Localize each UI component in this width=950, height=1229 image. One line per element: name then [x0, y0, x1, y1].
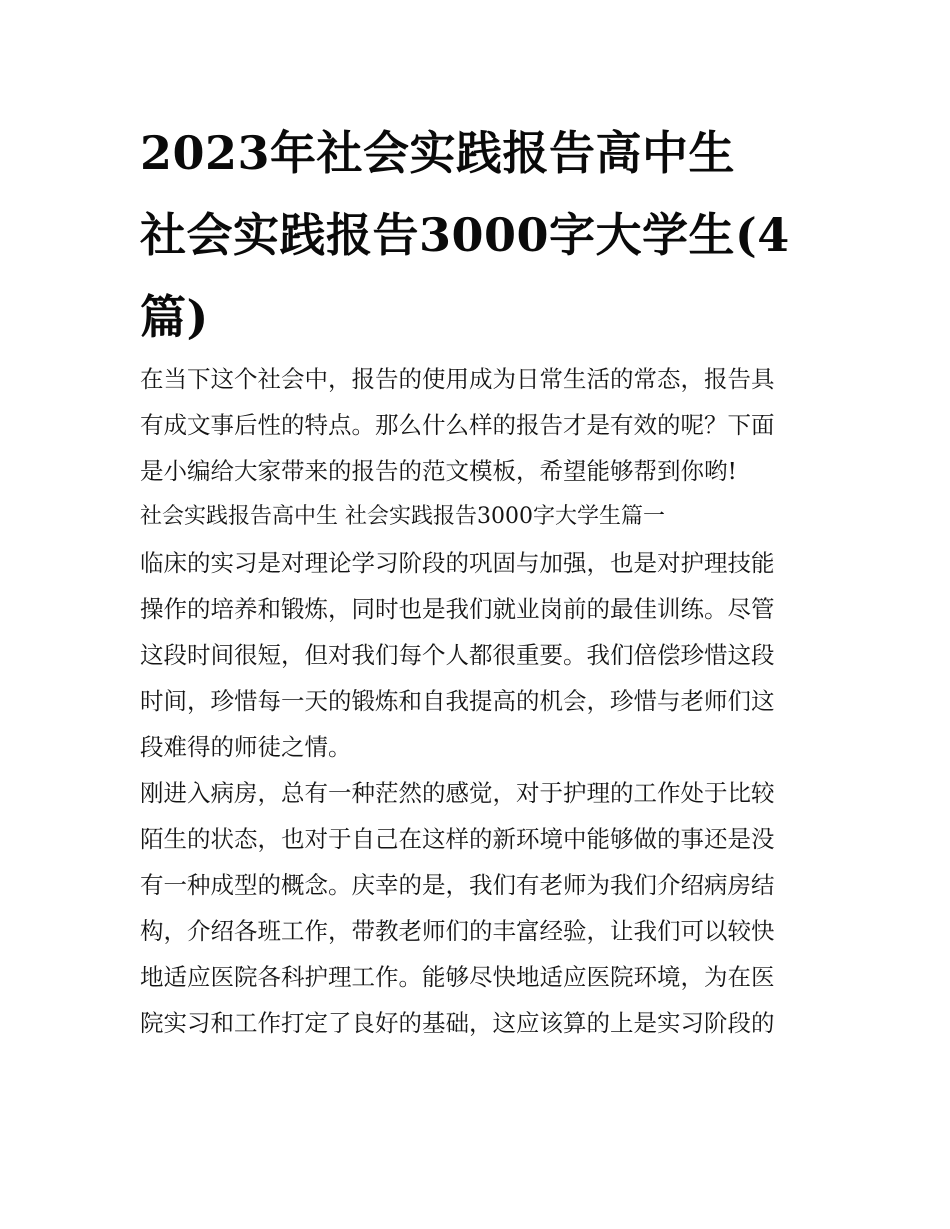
text-line: 在当下这个社会中，报告的使用成为日常生活的常态，报告具 — [140, 365, 775, 393]
text-line: 临床的实习是对理论学习阶段的巩固与加强，也是对护理技能 — [140, 549, 775, 577]
text-line: 陌生的状态，也对于自己在这样的新环境中能够做的事还是没 — [140, 825, 775, 853]
text-line: 地适应医院各科护理工作。能够尽快地适应医院环境，为在医 — [140, 963, 775, 991]
title-line: 2023年社会实践报告高中生 — [140, 126, 736, 180]
title-line: 社会实践报告3000字大学生(4 — [140, 208, 790, 262]
text-line: 这段时间很短，但对我们每个人都很重要。我们倍偿珍惜这段 — [140, 641, 775, 669]
text-line: 构，介绍各班工作，带教老师们的丰富经验，让我们可以较快 — [140, 917, 775, 945]
section-heading: 社会实践报告高中生 社会实践报告3000字大学生篇一 — [140, 504, 665, 529]
text-line: 操作的培养和锻炼，同时也是我们就业岗前的最佳训练。尽管 — [140, 595, 775, 623]
text-line: 时间，珍惜每一天的锻炼和自我提高的机会，珍惜与老师们这 — [140, 687, 775, 715]
text-line: 有成文事后性的特点。那么什么样的报告才是有效的呢？下面 — [140, 411, 775, 439]
text-line: 刚进入病房，总有一种茫然的感觉，对于护理的工作处于比较 — [140, 779, 775, 807]
document-body — [140, 356, 820, 1046]
intro-paragraph — [140, 356, 820, 494]
text-line: 是小编给大家带来的报告的范文模板，希望能够帮到你哟! — [140, 457, 737, 485]
text-line: 有一种成型的概念。庆幸的是，我们有老师为我们介绍病房结 — [140, 871, 775, 899]
paragraph — [140, 770, 820, 1046]
text-line: 院实习和工作打定了良好的基础，这应该算的上是实习阶段的 — [140, 1009, 775, 1037]
title-line: 篇) — [140, 290, 209, 344]
text-line: 段难得的师徒之情。 — [140, 733, 352, 761]
document-title — [140, 112, 820, 358]
paragraph — [140, 540, 820, 770]
